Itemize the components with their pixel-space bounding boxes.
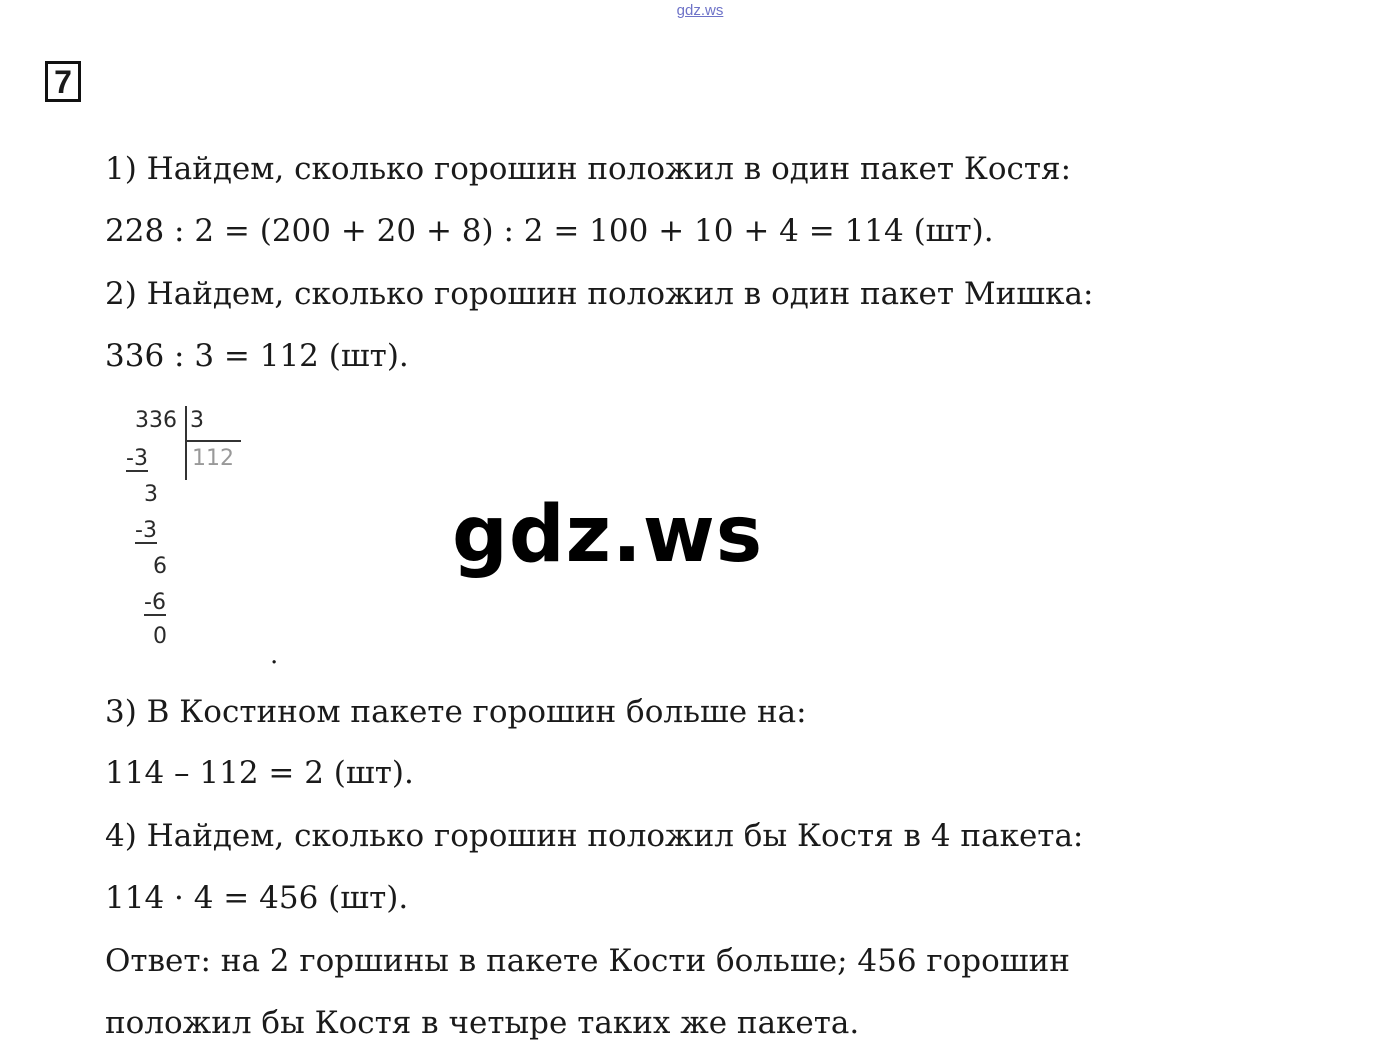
task-number-badge: 7 (45, 61, 81, 102)
step3-calculation: 114 – 112 = 2 (шт). (105, 755, 414, 791)
step1-calculation: 228 : 2 = (200 + 20 + 8) : 2 = 100 + 10 + 4 = 114 (шт). (105, 213, 994, 249)
trailing-dot: . (270, 640, 279, 670)
step2-text: 2) Найдем, сколько горошин положил в один пакет Мишка: (105, 276, 1094, 312)
division-vertical-line (185, 406, 187, 480)
step1-text: 1) Найдем, сколько горошин положил в один пакет Костя: (105, 151, 1072, 187)
long-division (118, 404, 268, 654)
watermark: gdz.ws (452, 490, 764, 580)
division-row: -3 (126, 446, 148, 471)
division-row: 6 (153, 554, 167, 579)
division-row: -6 (144, 590, 166, 615)
answer-line-2: положил бы Костя в четыре таких же пакета. (105, 1005, 860, 1041)
step4-text: 4) Найдем, сколько горошин положил бы Костя в 4 пакета: (105, 818, 1084, 854)
division-quotient: 112 (192, 446, 234, 471)
division-row: -3 (135, 518, 157, 543)
division-divisor: 3 (190, 408, 204, 433)
division-row: 0 (153, 624, 167, 649)
step3-text: 3) В Костином пакете горошин больше на: (105, 694, 807, 730)
step4-calculation: 114 · 4 = 456 (шт). (105, 880, 409, 916)
site-link[interactable]: gdz.ws (676, 2, 724, 19)
step2-calculation: 336 : 3 = 112 (шт). (105, 338, 409, 374)
division-row: 3 (144, 482, 158, 507)
answer-line-1: Ответ: на 2 горшины в пакете Кости больше; 456 горошин (105, 943, 1070, 979)
division-horizontal-line (187, 440, 241, 442)
division-dividend: 336 (135, 408, 177, 433)
